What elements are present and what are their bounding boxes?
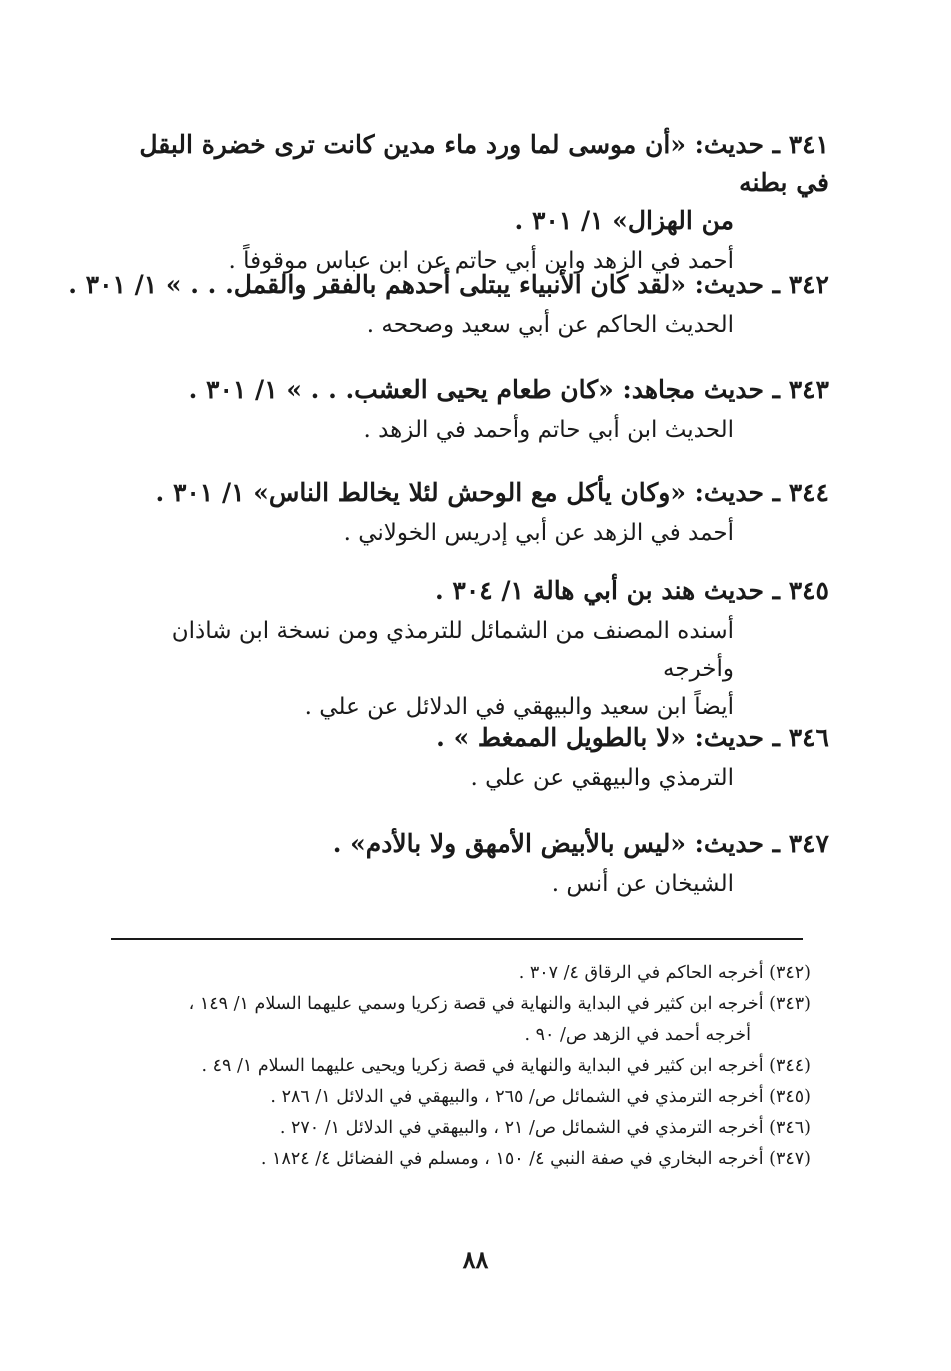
entry-source: الحديث الحاكم عن أبي سعيد وصححه . <box>366 312 734 338</box>
entry-source: الترمذي والبيهقي عن علي . <box>470 765 734 791</box>
footnote-text: (٣٤٣) أخرجه ابن كثير في البداية والنهاية في قصة زكريا وسمي عليهما السلام ١/ ١٤٩ ، <box>188 994 811 1014</box>
hadith-entry-341 <box>119 126 829 280</box>
entry-heading: ٣٤٥ ـ حديث هند بن أبي هالة ١/ ٣٠٤ . <box>434 576 829 605</box>
footnote-342 <box>91 958 811 989</box>
hadith-entry-347 <box>119 825 829 903</box>
entry-heading: ٣٤٢ ـ حديث: «لقد كان الأنبياء يبتلى أحدهم بالفقر والقمل. . . » ١/ ٣٠١ . <box>68 270 829 299</box>
footnotes <box>91 958 811 1175</box>
entry-source: الحديث ابن أبي حاتم وأحمد في الزهد . <box>363 417 734 443</box>
footnote-text: (٣٤٢) أخرجه الحاكم في الرقاق ٤/ ٣٠٧ . <box>518 963 811 983</box>
entry-source: الشيخان عن أنس . <box>551 871 734 897</box>
footnote-344 <box>91 1051 811 1082</box>
footnote-text: (٣٤٦) أخرجه الترمذي في الشمائل ص/ ٢١ ، والبيهقي في الدلائل ١/ ٢٧٠ . <box>279 1118 811 1138</box>
footnote-divider <box>111 938 803 940</box>
entry-source <box>99 612 829 726</box>
entry-heading-line: ٣٤١ ـ حديث: «أن موسى لما ورد ماء مدين كانت ترى خضرة البقل في بطنه <box>139 130 829 197</box>
entry-heading-continuation: من الهزال» ١/ ٣٠١ . <box>514 206 734 235</box>
entry-source: أحمد في الزهد وابن أبي حاتم عن ابن عباس موقوفاً . <box>228 248 734 274</box>
entry-heading: ٣٤٧ ـ حديث: «ليس بالأبيض الأمهق ولا بالأدم» . <box>332 829 829 858</box>
page-number: ٨٨ <box>462 1245 489 1274</box>
entry-source: أحمد في الزهد عن أبي إدريس الخولاني . <box>343 520 734 546</box>
hadith-entry-345 <box>119 572 829 726</box>
footnote-text: (٣٤٤) أخرجه ابن كثير في البداية والنهاية في قصة زكريا ويحيى عليهما السلام ١/ ٤٩ . <box>201 1056 811 1076</box>
entry-heading <box>119 126 829 240</box>
entry-source-line: أيضاً ابن سعيد والبيهقي في الدلائل عن علي . <box>304 694 734 720</box>
entry-heading: ٣٤٦ ـ حديث: «لا بالطويل الممغط » . <box>436 723 829 752</box>
hadith-entry-344 <box>119 474 829 552</box>
footnote-continuation: أخرجه أحمد في الزهد ص/ ٩٠ . <box>524 1025 751 1045</box>
footnote-343 <box>91 989 811 1051</box>
entry-heading: ٣٤٣ ـ حديث مجاهد: «كان طعام يحيى العشب. . . » ١/ ٣٠١ . <box>188 375 829 404</box>
footnote-345 <box>91 1082 811 1113</box>
hadith-entry-343 <box>119 371 829 449</box>
footnote-text: (٣٤٧) أخرجه البخاري في صفة النبي ٤/ ١٥٠ ، ومسلم في الفضائل ٤/ ١٨٢٤ . <box>260 1149 811 1169</box>
footnote-346 <box>91 1113 811 1144</box>
entry-heading: ٣٤٤ ـ حديث: «وكان يأكل مع الوحش لئلا يخالط الناس» ١/ ٣٠١ . <box>155 478 829 507</box>
entry-source-line: أسنده المصنف من الشمائل للترمذي ومن نسخة ابن شاذان وأخرجه <box>171 618 734 682</box>
hadith-entry-346 <box>119 719 829 797</box>
footnote-347 <box>91 1144 811 1175</box>
hadith-entry-342 <box>68 266 829 344</box>
footnote-text: (٣٤٥) أخرجه الترمذي في الشمائل ص/ ٢٦٥ ، والبيهقي في الدلائل ١/ ٢٨٦ . <box>270 1087 811 1107</box>
